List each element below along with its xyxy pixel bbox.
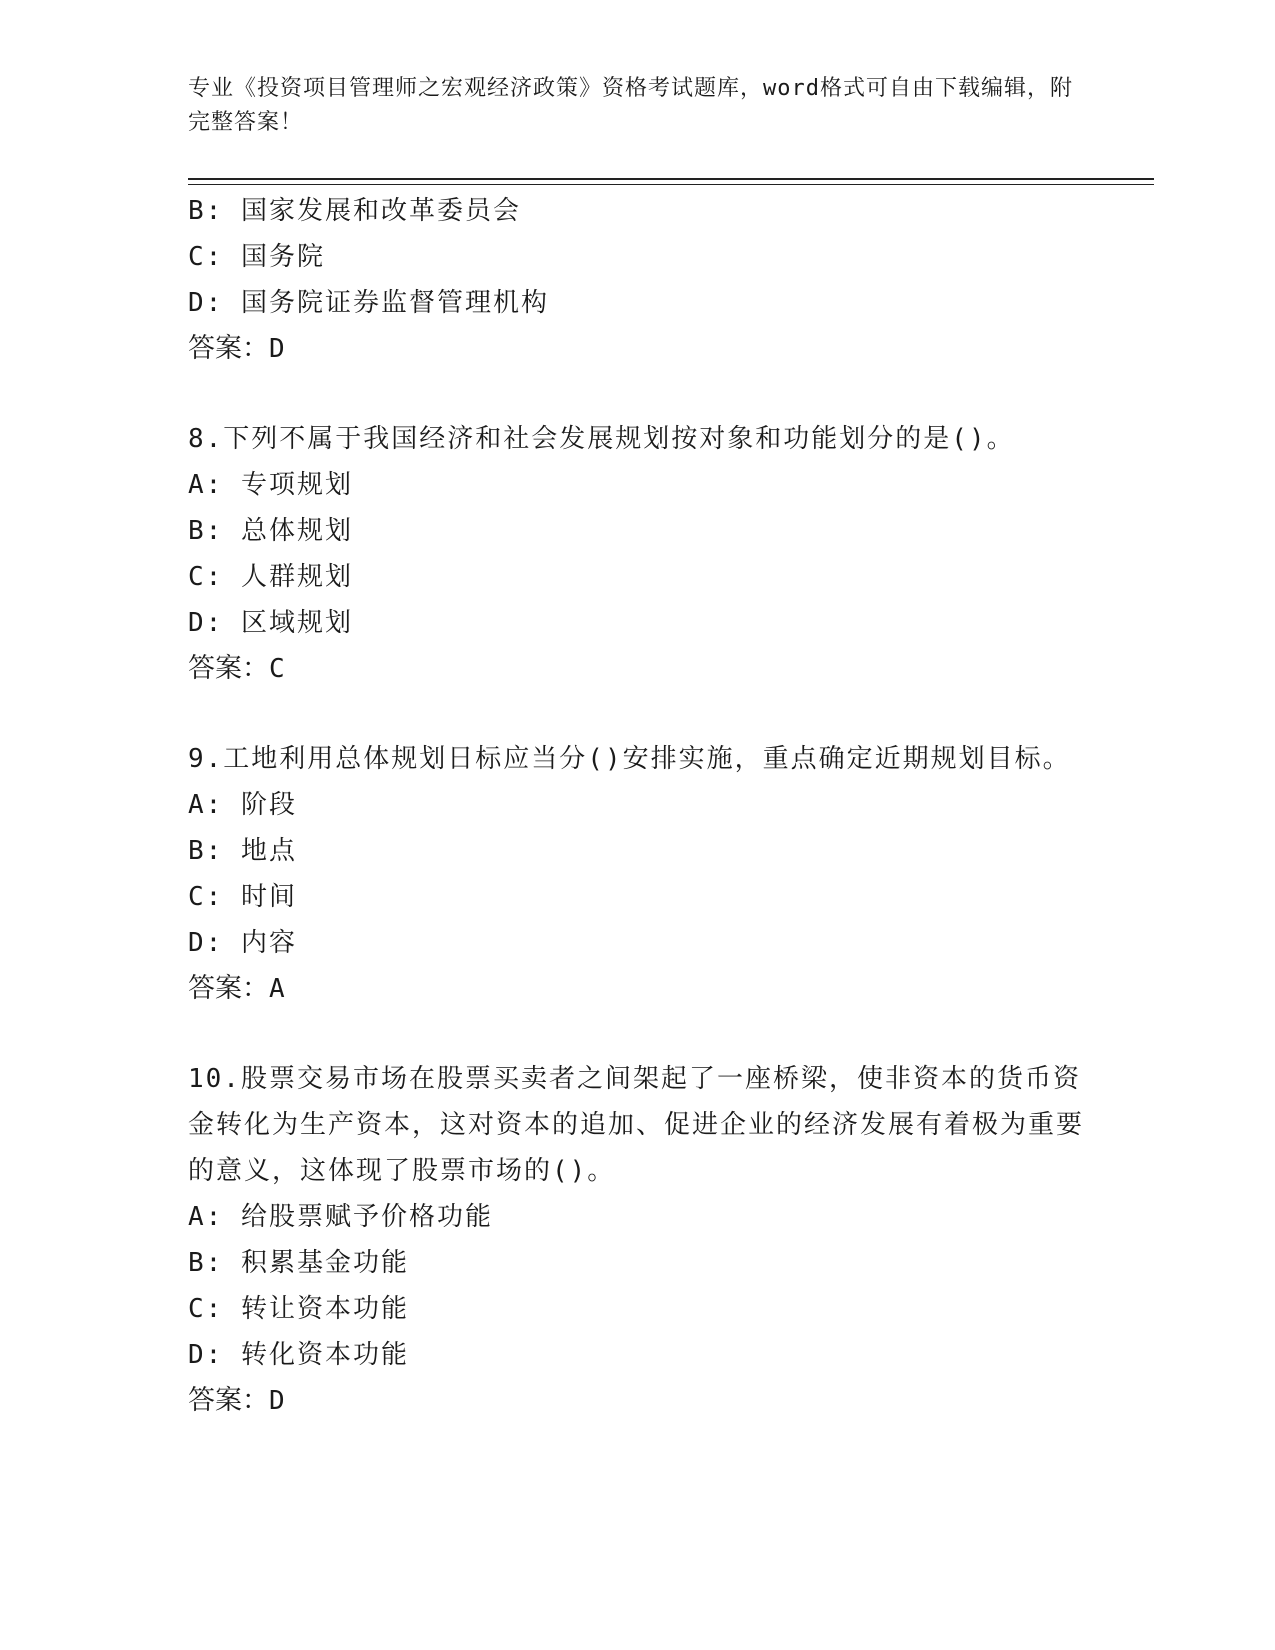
option-a [188, 782, 1088, 828]
option-key: D: [188, 608, 224, 638]
option-key: C: [188, 1294, 224, 1324]
option-text: 地点 [240, 836, 297, 866]
option-text: 总体规划 [240, 516, 353, 546]
option-c [188, 554, 1088, 600]
option-key: C: [188, 242, 224, 272]
answer-line [188, 326, 1088, 372]
option-b [188, 188, 1088, 234]
option-b [188, 828, 1088, 874]
option-text: 国务院证券监督管理机构 [240, 288, 549, 318]
header-divider [188, 178, 1154, 180]
option-d [188, 920, 1088, 966]
option-key: D: [188, 928, 224, 958]
answer-value: D [269, 1386, 287, 1416]
option-text: 转化资本功能 [240, 1340, 409, 1370]
answer-value: C [269, 654, 287, 684]
question-stem: 8.下列不属于我国经济和社会发展规划按对象和功能划分的是()。 [188, 424, 1015, 454]
option-key: A: [188, 470, 224, 500]
answer-value: A [269, 974, 287, 1004]
option-key: D: [188, 1340, 224, 1370]
option-key: B: [188, 196, 224, 226]
header-divider-thin [188, 184, 1154, 185]
option-c [188, 234, 1088, 280]
option-key: A: [188, 1202, 224, 1232]
question-list [188, 188, 1088, 1424]
option-text: 时间 [240, 882, 297, 912]
option-d [188, 1332, 1088, 1378]
option-text: 人群规划 [240, 562, 353, 592]
question-stem: 10.股票交易市场在股票买卖者之间架起了一座桥梁，使非资本的货币资金转化为生产资本，这对资本的追加、促进企业的经济发展有着极为重要的意义，这体现了股票市场的()。 [188, 1064, 1085, 1186]
answer-label: 答案： [188, 653, 269, 684]
spacer [188, 372, 1088, 416]
spacer [188, 1012, 1088, 1056]
option-text: 阶段 [240, 790, 297, 820]
question-block-10 [188, 1056, 1088, 1424]
answer-value: D [269, 334, 287, 364]
option-key: D: [188, 288, 224, 318]
option-text: 国家发展和改革委员会 [240, 196, 521, 226]
answer-label: 答案： [188, 973, 269, 1004]
spacer [188, 692, 1088, 736]
option-b [188, 1240, 1088, 1286]
option-key: B: [188, 1248, 224, 1278]
answer-label: 答案： [188, 1385, 269, 1416]
option-key: B: [188, 516, 224, 546]
option-text: 转让资本功能 [240, 1294, 409, 1324]
option-key: C: [188, 882, 224, 912]
option-text: 区域规划 [240, 608, 353, 638]
answer-line [188, 646, 1088, 692]
option-a [188, 1194, 1088, 1240]
question-block-8 [188, 416, 1088, 692]
option-d [188, 280, 1088, 326]
question-block-9 [188, 736, 1088, 1012]
question-block-7 [188, 188, 1088, 372]
answer-label: 答案： [188, 333, 269, 364]
option-text: 国务院 [240, 242, 325, 272]
answer-line [188, 1378, 1088, 1424]
option-b [188, 508, 1088, 554]
option-key: A: [188, 790, 224, 820]
option-c [188, 1286, 1088, 1332]
option-d [188, 600, 1088, 646]
page-header: 专业《投资项目管理师之宏观经济政策》资格考试题库，word格式可自由下载编辑，附完整答案！ [188, 76, 1073, 135]
option-key: B: [188, 836, 224, 866]
option-a [188, 462, 1088, 508]
option-text: 积累基金功能 [240, 1248, 409, 1278]
option-text: 给股票赋予价格功能 [240, 1202, 493, 1232]
option-text: 专项规划 [240, 470, 353, 500]
option-key: C: [188, 562, 224, 592]
question-stem: 9.工地利用总体规划日标应当分()安排实施，重点确定近期规划目标。 [188, 744, 1071, 774]
answer-line [188, 966, 1088, 1012]
option-c [188, 874, 1088, 920]
option-text: 内容 [240, 928, 297, 958]
